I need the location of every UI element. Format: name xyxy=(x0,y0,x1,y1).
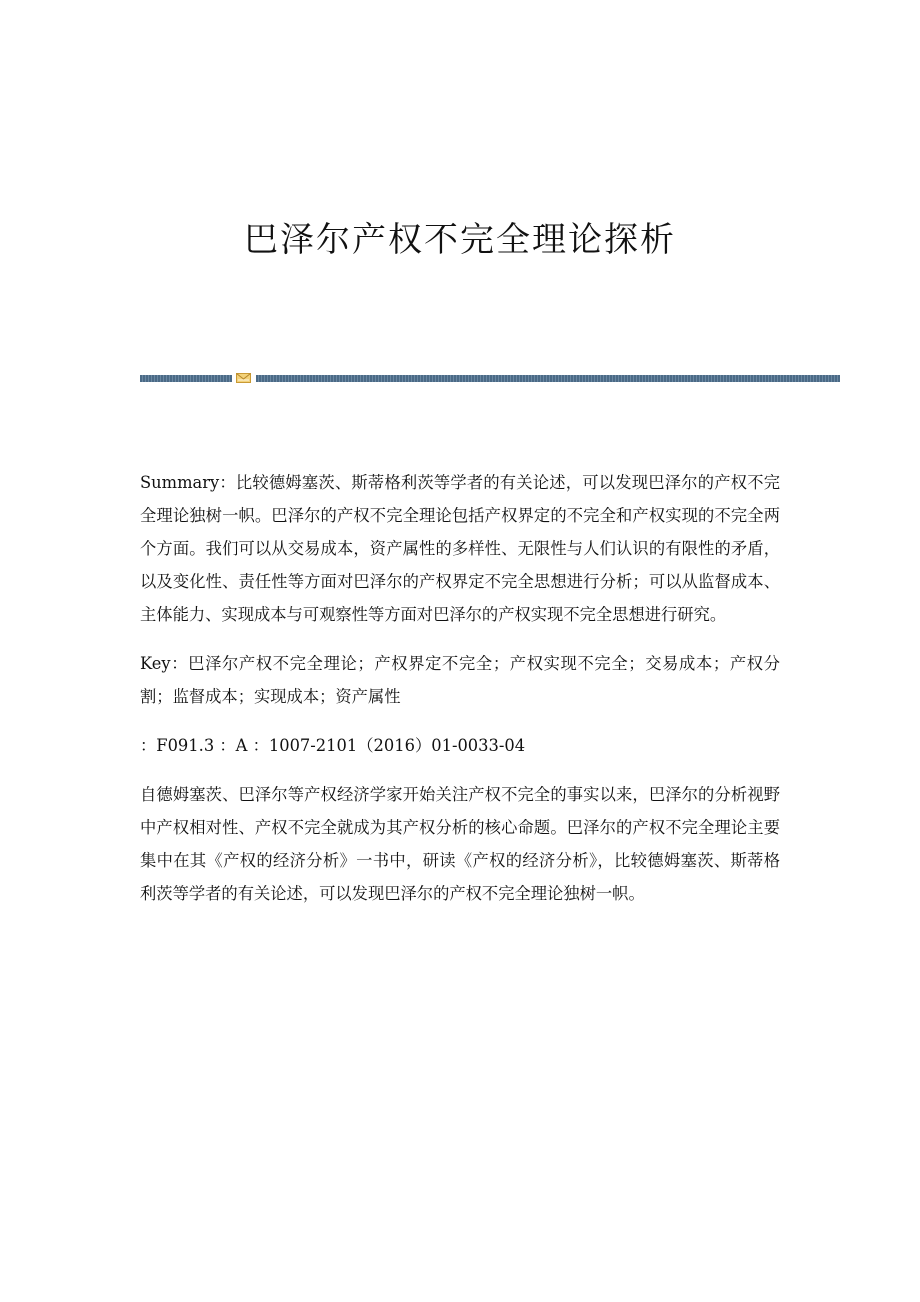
divider-bar-left xyxy=(140,375,232,382)
intro-paragraph: 自德姆塞茨、巴泽尔等产权经济学家开始关注产权不完全的事实以来，巴泽尔的分析视野中产权相对性、产权不完全就成为其产权分析的核心命题。巴泽尔的产权不完全理论主要集中在其《产权的经济分析》一书中，研读《产权的经济分析》，比较德姆塞茨、斯蒂格利茨等学者的有关论述，可以发现巴泽尔的产权不完全理论独树一帜。 xyxy=(140,785,780,903)
envelope-icon xyxy=(236,373,251,383)
title-divider xyxy=(140,373,840,385)
divider-bar-right xyxy=(256,375,840,382)
keywords-paragraph: Key：巴泽尔产权不完全理论；产权界定不完全；产权实现不完全；交易成本；产权分割；监督成本；实现成本；资产属性 xyxy=(140,654,780,706)
classification-line: ：F091.3 ：A ：1007-2101（2016）01-0033-04 xyxy=(140,736,526,755)
document-title: 巴泽尔产权不完全理论探析 xyxy=(244,220,676,260)
summary-paragraph: Summary：比较德姆塞茨、斯蒂格利茨等学者的有关论述，可以发现巴泽尔的产权不完全理论独树一帜。巴泽尔的产权不完全理论包括产权界定的不完全和产权实现的不完全两个方面。我们可以从交易成本，资产属性的多样性、无限性与人们认识的有限性的矛盾，以及变化性、责任性等方面对巴泽尔的产权界定不完全思想进行分析；可以从监督成本、主体能力、实现成本与可观察性等方面对巴泽尔的产权实现不完全思想进行研究。 xyxy=(140,473,780,624)
document-body xyxy=(140,466,780,926)
